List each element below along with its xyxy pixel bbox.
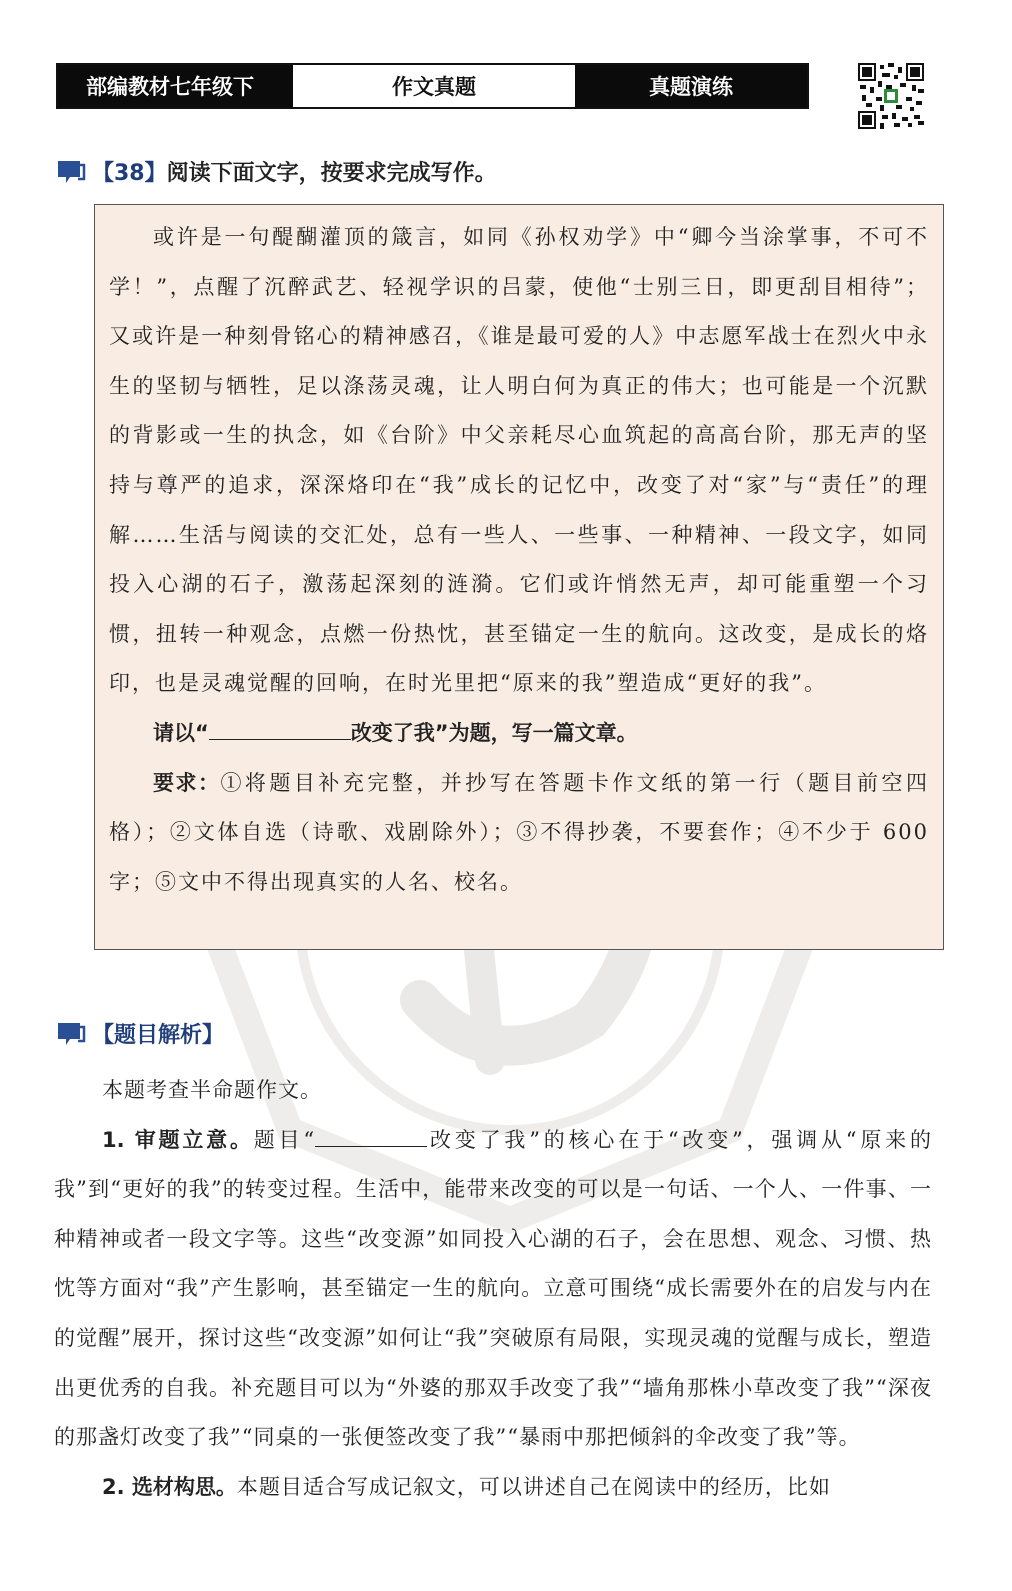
para-2-label: 2. 选材构思。 <box>102 1474 237 1499</box>
analysis-heading <box>56 1018 224 1049</box>
question-number: 【38】 <box>92 161 167 186</box>
qr-code-icon[interactable] <box>858 63 924 129</box>
bookmark-flag-icon <box>56 159 86 185</box>
title-blank <box>209 715 351 740</box>
para-1-lead: 题目“ <box>253 1127 316 1152</box>
header-bar <box>56 63 809 109</box>
analysis-heading-label: 【题目解析】 <box>92 1023 225 1048</box>
prompt-passage: 或许是一句醍醐灌顶的箴言，如同《孙权劝学》中“卿今当涂掌事，不可不学！”，点醒了沉醉武艺、轻视学识的吕蒙，使他“士别三日，即更刮目相待”；又或许是一种刻骨铭心的精神感召，《谁是最可爱的人》中志愿军战士在烈火中永生的坚韧与牺牲，足以涤荡灵魂，让人明白何为真正的伟大；也可能是一个沉默的背影或一生的执念，如《台阶》中父亲耗尽心血筑起的高高台阶，那无声的坚持与尊严的追求，深深烙印在“我”成长的记忆中，改变了对“家”与“责任”的理解……生活与阅读的交汇处，总有一些人、一些事、一种精神、一段文字，如同投入心湖的石子，激荡起深刻的涟漪。它们或许悄然无声，却可能重塑一个习惯，扭转一种观念，点燃一份热忱，甚至锚定一生的航向。这改变，是成长的烙印，也是灵魂觉醒的回响，在时光里把“原来的我”塑造成“更好的我”。 <box>109 225 929 696</box>
para-1-blank <box>315 1124 427 1147</box>
requirements <box>109 759 929 908</box>
analysis-para-1 <box>54 1116 932 1463</box>
header-section: 真题演练 <box>575 65 807 107</box>
requirements-text: ①将题目补充完整，并抄写在答题卡作文纸的第一行（题目前空四格）；②文体自选（诗歌、戏剧除外）；③不得抄袭，不要套作；④不少于 600 字；⑤文中不得出现真实的人名、校名。 <box>109 770 929 894</box>
requirements-label: 要求： <box>153 770 221 795</box>
instruction-prefix: 请以“ <box>153 720 209 745</box>
analysis-para-2 <box>54 1463 932 1513</box>
analysis-intro: 本题考查半命题作文。 <box>102 1078 322 1102</box>
analysis-body <box>54 1066 932 1512</box>
instruction-suffix: 改变了我”为题，写一篇文章。 <box>350 720 638 745</box>
para-1-text: 改变了我”的核心在于“改变”，强调从“原来的我”到“更好的我”的转变过程。生活中，能带来改变的可以是一句话、一个人、一件事、一种精神或者一段文字等。这些“改变源”如同投入心湖的石子，会在思想、观念、习惯、热忱等方面对“我”产生影响，甚至锚定一生的航向。立意可围绕“成长需要外在的启发与内在的觉醒”展开，探讨这些“改变源”如何让“我”突破原有局限，实现灵魂的觉醒与成长，塑造出更优秀的自我。补充题目可以为“外婆的那双手改变了我”“墙角那株小草改变了我”“深夜的那盏灯改变了我”“同桌的一张便签改变了我”“暴雨中那把倾斜的伞改变了我”等。 <box>54 1127 932 1450</box>
para-1-label: 1. 审题立意。 <box>102 1127 254 1152</box>
question-heading <box>56 156 497 187</box>
prompt-instruction <box>109 709 929 759</box>
prompt-box <box>94 204 944 950</box>
question-title: 阅读下面文字，按要求完成写作。 <box>166 161 497 186</box>
header-category: 作文真题 <box>293 65 575 107</box>
para-2-text: 本题目适合写成记叙文，可以讲述自己在阅读中的经历，比如 <box>236 1474 831 1499</box>
header-grade: 部编教材七年级下 <box>58 65 293 107</box>
bookmark-flag-icon <box>56 1021 86 1047</box>
